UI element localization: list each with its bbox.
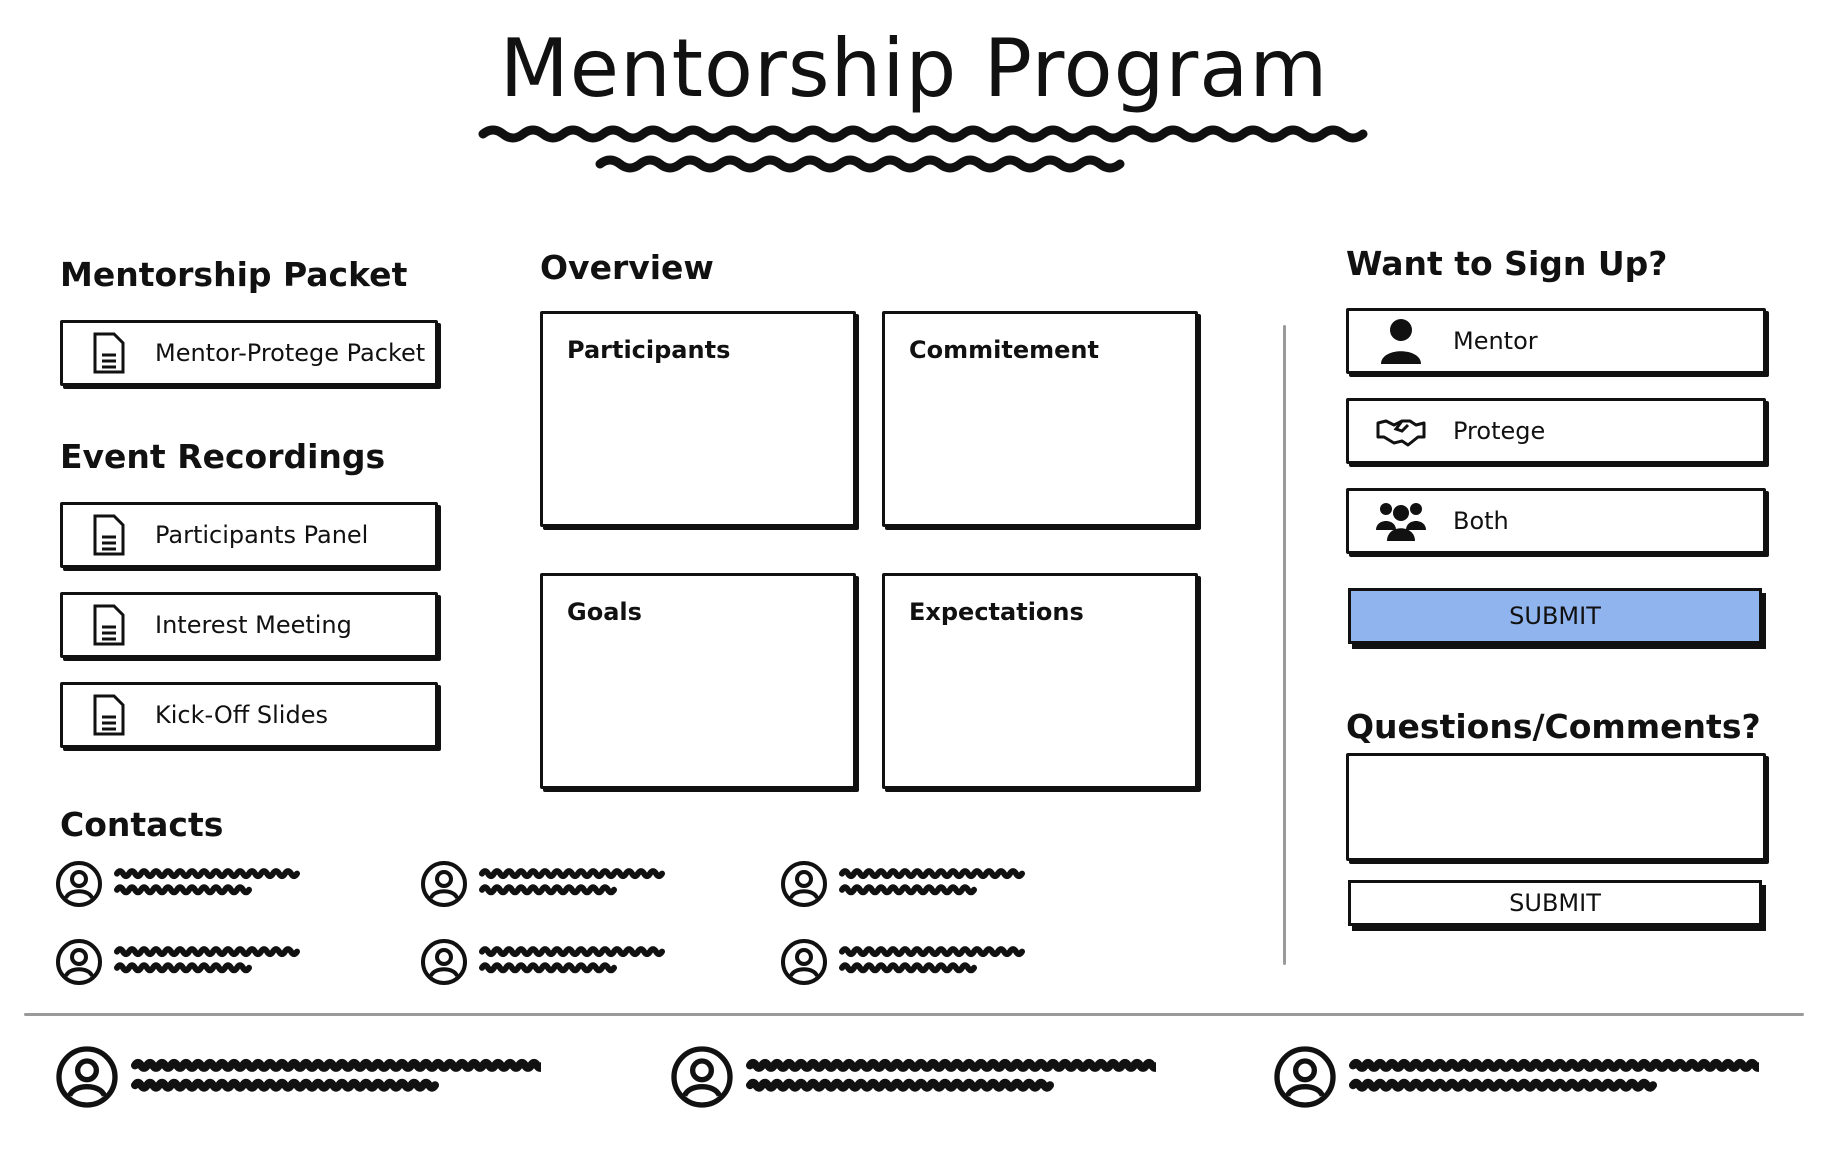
user-circle-icon xyxy=(780,860,828,908)
person-icon xyxy=(1349,317,1453,365)
questions-submit-button[interactable]: SUBMIT xyxy=(1348,880,1762,926)
signup-option-mentor[interactable] xyxy=(1346,308,1766,374)
text-placeholder xyxy=(478,939,668,985)
document-icon xyxy=(63,331,155,375)
footer-contact[interactable] xyxy=(55,1045,541,1109)
overview-card-title: Expectations xyxy=(909,598,1084,626)
questions-heading: Questions/Comments? xyxy=(1346,707,1761,746)
contact-item[interactable] xyxy=(420,938,668,986)
recordings-heading: Event Recordings xyxy=(60,437,386,476)
contact-item[interactable] xyxy=(780,938,1028,986)
packet-button-label: Mentor-Protege Packet xyxy=(155,339,426,367)
packet-heading: Mentorship Packet xyxy=(60,255,408,294)
contact-item[interactable] xyxy=(55,860,303,908)
overview-card xyxy=(540,573,856,789)
text-placeholder xyxy=(838,939,1028,985)
recording-button-label: Interest Meeting xyxy=(155,611,352,639)
document-icon xyxy=(63,513,155,557)
contact-item[interactable] xyxy=(55,938,303,986)
text-placeholder xyxy=(113,939,303,985)
document-icon xyxy=(63,603,155,647)
user-circle-icon xyxy=(780,938,828,986)
contacts-grid xyxy=(55,860,1055,1000)
signup-option-label: Both xyxy=(1453,507,1509,535)
overview-card xyxy=(882,311,1198,527)
user-circle-icon xyxy=(55,938,103,986)
text-placeholder xyxy=(1349,1050,1759,1104)
user-circle-icon xyxy=(55,860,103,908)
recording-button[interactable] xyxy=(60,592,438,658)
user-circle-icon xyxy=(670,1045,734,1109)
overview-card-title: Commitement xyxy=(909,336,1099,364)
document-icon xyxy=(63,693,155,737)
recording-button[interactable] xyxy=(60,682,438,748)
overview-card-title: Participants xyxy=(567,336,731,364)
user-circle-icon xyxy=(1273,1045,1337,1109)
user-circle-icon xyxy=(55,1045,119,1109)
group-icon xyxy=(1349,500,1453,542)
footer-contact[interactable] xyxy=(1273,1045,1759,1109)
signup-option-label: Mentor xyxy=(1453,327,1538,355)
contact-item[interactable] xyxy=(780,860,1028,908)
packet-button[interactable] xyxy=(60,320,438,386)
recording-button-label: Participants Panel xyxy=(155,521,369,549)
signup-option-both[interactable] xyxy=(1346,488,1766,554)
questions-textarea[interactable] xyxy=(1346,753,1766,861)
page-title: Mentorship Program xyxy=(499,22,1329,115)
signup-option-protege[interactable] xyxy=(1346,398,1766,464)
footer-contact[interactable] xyxy=(670,1045,1156,1109)
contact-item[interactable] xyxy=(420,860,668,908)
overview-heading: Overview xyxy=(540,248,714,287)
recording-button-label: Kick-Off Slides xyxy=(155,701,328,729)
overview-card-title: Goals xyxy=(567,598,642,626)
text-placeholder xyxy=(838,861,1028,907)
subtitle-placeholder xyxy=(475,112,1395,178)
signup-heading: Want to Sign Up? xyxy=(1346,244,1668,283)
text-placeholder xyxy=(478,861,668,907)
vertical-divider xyxy=(1283,325,1286,965)
handshake-icon xyxy=(1349,415,1453,447)
text-placeholder xyxy=(746,1050,1156,1104)
user-circle-icon xyxy=(420,938,468,986)
contacts-heading: Contacts xyxy=(60,805,224,844)
recording-button[interactable] xyxy=(60,502,438,568)
signup-submit-button[interactable]: SUBMIT xyxy=(1348,588,1762,644)
text-placeholder xyxy=(113,861,303,907)
overview-card xyxy=(882,573,1198,789)
horizontal-divider xyxy=(24,1013,1804,1016)
overview-card xyxy=(540,311,856,527)
footer-contacts xyxy=(55,1045,1795,1145)
signup-option-label: Protege xyxy=(1453,417,1546,445)
user-circle-icon xyxy=(420,860,468,908)
text-placeholder xyxy=(131,1050,541,1104)
